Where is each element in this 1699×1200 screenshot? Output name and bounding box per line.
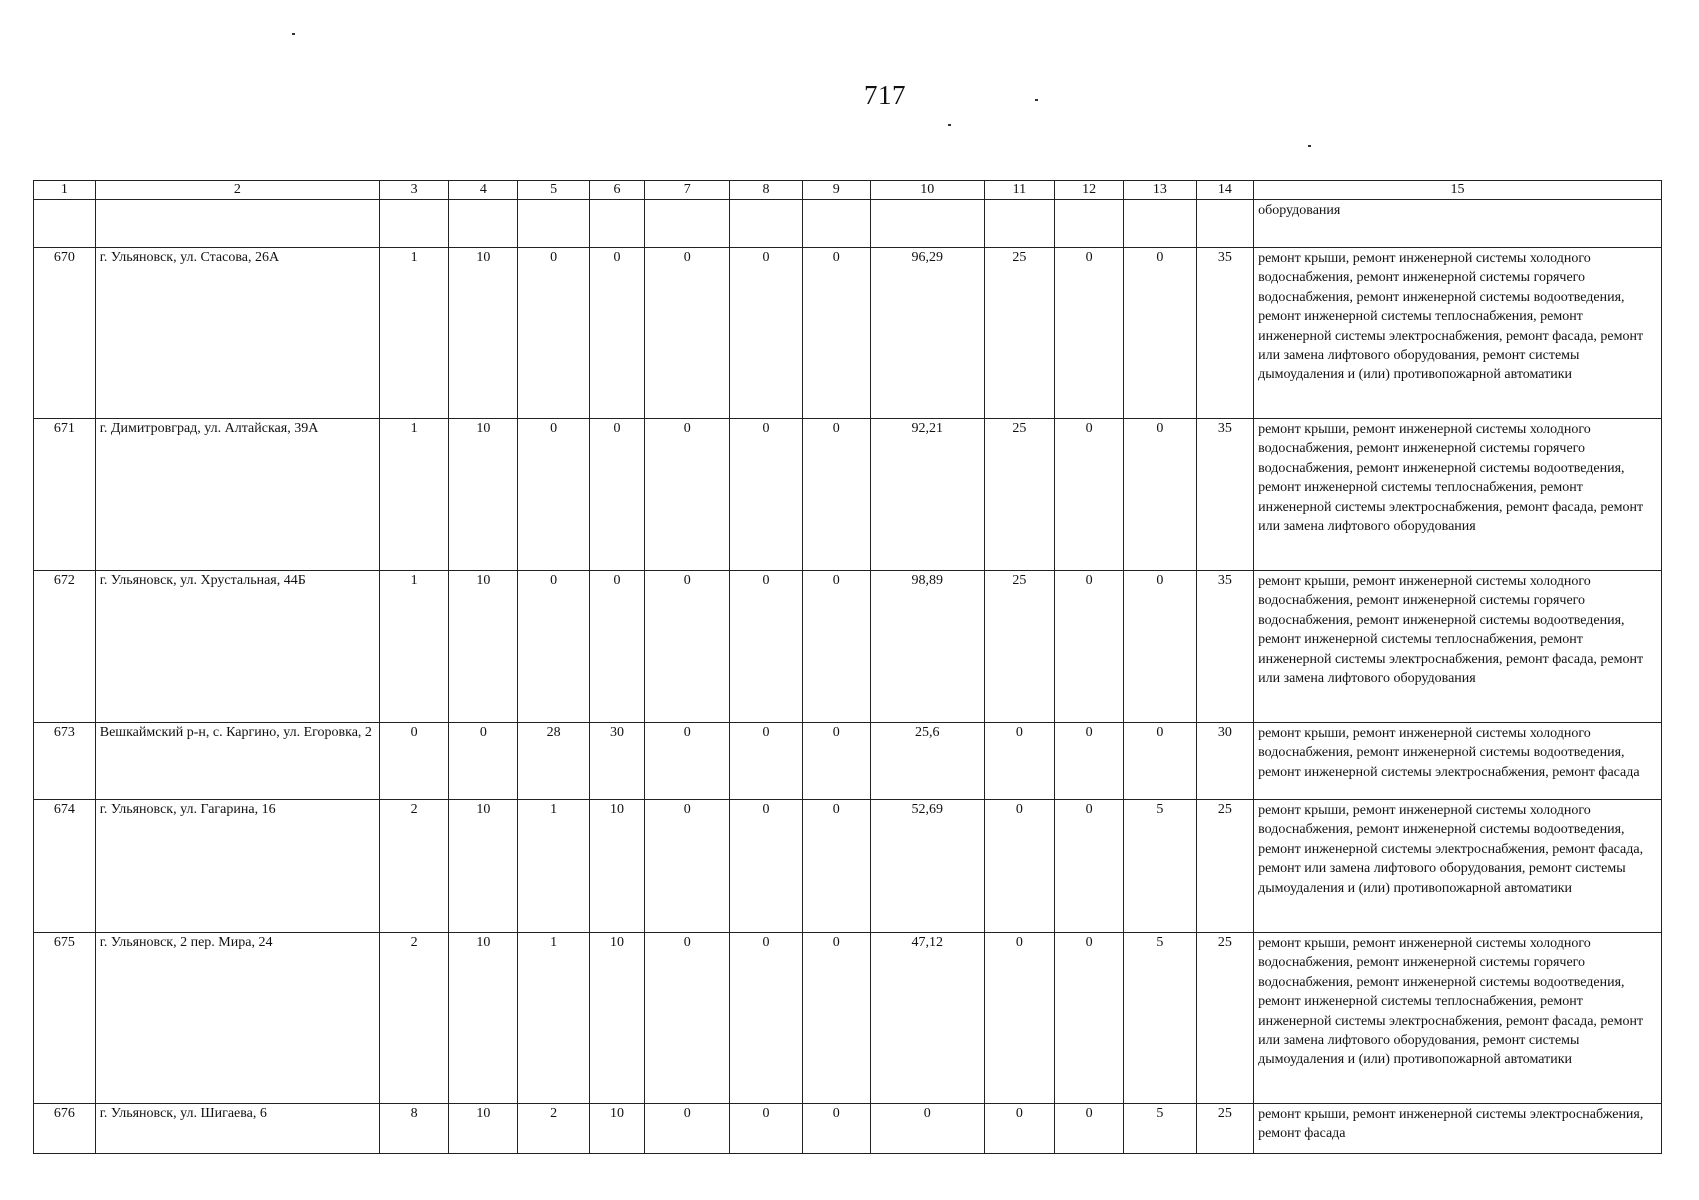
table-cell xyxy=(95,200,379,248)
works-cell: ремонт крыши, ремонт инженерной системы электроснабжения, ремонт фасада xyxy=(1254,1104,1662,1154)
column-header: 7 xyxy=(645,181,730,200)
value-cell: 10 xyxy=(449,1104,518,1154)
value-cell: 2 xyxy=(380,800,449,933)
address-cell: г. Ульяновск, ул. Хрустальная, 44Б xyxy=(95,571,379,723)
value-cell: 0 xyxy=(1055,248,1124,419)
column-header: 9 xyxy=(802,181,870,200)
value-cell: 0 xyxy=(518,248,589,419)
value-cell: 0 xyxy=(1055,723,1124,800)
row-number: 670 xyxy=(34,248,96,419)
value-cell: 25 xyxy=(1196,800,1253,933)
value-cell: 0 xyxy=(645,571,730,723)
table-row xyxy=(34,723,1662,800)
row-number: 672 xyxy=(34,571,96,723)
value-cell: 2 xyxy=(518,1104,589,1154)
column-header: 10 xyxy=(870,181,984,200)
value-cell: 0 xyxy=(802,571,870,723)
value-cell: 0 xyxy=(730,571,802,723)
value-cell: 0 xyxy=(1055,933,1124,1104)
value-cell: 0 xyxy=(1055,419,1124,571)
scan-speck xyxy=(1035,99,1038,101)
value-cell: 25 xyxy=(1196,933,1253,1104)
table-row xyxy=(34,1104,1662,1154)
table-cell xyxy=(870,200,984,248)
column-header: 1 xyxy=(34,181,96,200)
table-cell xyxy=(984,200,1054,248)
value-cell: 0 xyxy=(1124,419,1196,571)
value-cell: 98,89 xyxy=(870,571,984,723)
column-header: 15 xyxy=(1254,181,1662,200)
works-cell: ремонт крыши, ремонт инженерной системы холодного водоснабжения, ремонт инженерной системы горячего водоснабжения, ремонт инженерной системы водоотведения, ремонт инженерной системы теплоснабжения, ремонт инженерной системы электроснабжения, ремонт фасада, ремонт или замена лифтового оборудования xyxy=(1254,419,1662,571)
value-cell: 96,29 xyxy=(870,248,984,419)
value-cell: 0 xyxy=(802,933,870,1104)
value-cell: 5 xyxy=(1124,1104,1196,1154)
column-header: 4 xyxy=(449,181,518,200)
scan-speck xyxy=(1308,145,1311,147)
works-cell: ремонт крыши, ремонт инженерной системы холодного водоснабжения, ремонт инженерной системы горячего водоснабжения, ремонт инженерной системы водоотведения, ремонт инженерной системы теплоснабжения, ремонт инженерной системы электроснабжения, ремонт фасада, ремонт или замена лифтового оборудования, ремонт системы дымоудаления и (или) противопожарной автоматики xyxy=(1254,248,1662,419)
row-number: 673 xyxy=(34,723,96,800)
value-cell: 0 xyxy=(1124,248,1196,419)
works-cell: ремонт крыши, ремонт инженерной системы холодного водоснабжения, ремонт инженерной системы горячего водоснабжения, ремонт инженерной системы водоотведения, ремонт инженерной системы теплоснабжения, ремонт инженерной системы электроснабжения, ремонт фасада, ремонт или замена лифтового оборудования, ремонт системы дымоудаления и (или) противопожарной автоматики xyxy=(1254,933,1662,1104)
address-cell: г. Ульяновск, ул. Стасова, 26А xyxy=(95,248,379,419)
value-cell: 0 xyxy=(730,248,802,419)
value-cell: 0 xyxy=(730,419,802,571)
value-cell: 10 xyxy=(449,933,518,1104)
value-cell: 8 xyxy=(380,1104,449,1154)
value-cell: 1 xyxy=(518,800,589,933)
table-row xyxy=(34,571,1662,723)
value-cell: 0 xyxy=(1055,1104,1124,1154)
table-cell xyxy=(34,200,96,248)
address-cell: г. Ульяновск, 2 пер. Мира, 24 xyxy=(95,933,379,1104)
value-cell: 1 xyxy=(518,933,589,1104)
column-header: 13 xyxy=(1124,181,1196,200)
value-cell: 0 xyxy=(1124,723,1196,800)
value-cell: 0 xyxy=(802,419,870,571)
value-cell: 0 xyxy=(984,800,1054,933)
value-cell: 0 xyxy=(449,723,518,800)
value-cell: 10 xyxy=(589,933,644,1104)
value-cell: 25 xyxy=(984,419,1054,571)
column-header: 11 xyxy=(984,181,1054,200)
value-cell: 25,6 xyxy=(870,723,984,800)
value-cell: 30 xyxy=(1196,723,1253,800)
value-cell: 0 xyxy=(589,571,644,723)
value-cell: 0 xyxy=(730,1104,802,1154)
table-cell xyxy=(1196,200,1253,248)
works-cell: ремонт крыши, ремонт инженерной системы холодного водоснабжения, ремонт инженерной системы водоотведения, ремонт инженерной системы электроснабжения, ремонт фасада, ремонт или замена лифтового оборудования, ремонт системы дымоудаления и (или) противопожарной автоматики xyxy=(1254,800,1662,933)
table-cell xyxy=(1124,200,1196,248)
value-cell: 35 xyxy=(1196,419,1253,571)
repair-register-table xyxy=(33,180,1662,1154)
value-cell: 0 xyxy=(518,419,589,571)
continuation-row xyxy=(34,200,1662,248)
row-number: 674 xyxy=(34,800,96,933)
table-cell xyxy=(380,200,449,248)
table-row xyxy=(34,248,1662,419)
value-cell: 0 xyxy=(730,800,802,933)
address-cell: Вешкаймский р-н, с. Каргино, ул. Егоровка, 2 xyxy=(95,723,379,800)
works-cell: ремонт крыши, ремонт инженерной системы холодного водоснабжения, ремонт инженерной системы горячего водоснабжения, ремонт инженерной системы водоотведения, ремонт инженерной системы теплоснабжения, ремонт инженерной системы электроснабжения, ремонт фасада, ремонт или замена лифтового оборудования xyxy=(1254,571,1662,723)
value-cell: 10 xyxy=(449,248,518,419)
works-cell: ремонт крыши, ремонт инженерной системы холодного водоснабжения, ремонт инженерной системы водоотведения, ремонт инженерной системы электроснабжения, ремонт фасада xyxy=(1254,723,1662,800)
value-cell: 1 xyxy=(380,248,449,419)
value-cell: 30 xyxy=(589,723,644,800)
value-cell: 1 xyxy=(380,419,449,571)
scan-speck xyxy=(948,124,951,126)
value-cell: 0 xyxy=(802,723,870,800)
value-cell: 0 xyxy=(645,933,730,1104)
table-row xyxy=(34,933,1662,1104)
value-cell: 0 xyxy=(802,800,870,933)
value-cell: 0 xyxy=(518,571,589,723)
value-cell: 10 xyxy=(449,571,518,723)
table-cell xyxy=(518,200,589,248)
address-cell: г. Ульяновск, ул. Шигаева, 6 xyxy=(95,1104,379,1154)
value-cell: 10 xyxy=(449,419,518,571)
page-number: 717 xyxy=(864,80,906,110)
value-cell: 10 xyxy=(449,800,518,933)
value-cell: 35 xyxy=(1196,248,1253,419)
column-header: 14 xyxy=(1196,181,1253,200)
address-cell: г. Димитровград, ул. Алтайская, 39А xyxy=(95,419,379,571)
table-row xyxy=(34,800,1662,933)
works-cell: оборудования xyxy=(1254,200,1662,248)
value-cell: 25 xyxy=(984,248,1054,419)
row-number: 676 xyxy=(34,1104,96,1154)
value-cell: 0 xyxy=(380,723,449,800)
value-cell: 47,12 xyxy=(870,933,984,1104)
value-cell: 0 xyxy=(1055,571,1124,723)
column-header: 6 xyxy=(589,181,644,200)
value-cell: 0 xyxy=(1055,800,1124,933)
table-cell xyxy=(1055,200,1124,248)
table-cell xyxy=(730,200,802,248)
column-header: 2 xyxy=(95,181,379,200)
value-cell: 0 xyxy=(802,1104,870,1154)
column-header: 3 xyxy=(380,181,449,200)
table-cell xyxy=(449,200,518,248)
column-header: 12 xyxy=(1055,181,1124,200)
value-cell: 10 xyxy=(589,800,644,933)
row-number: 675 xyxy=(34,933,96,1104)
column-number-row xyxy=(34,181,1662,200)
value-cell: 25 xyxy=(984,571,1054,723)
value-cell: 5 xyxy=(1124,933,1196,1104)
value-cell: 0 xyxy=(589,419,644,571)
value-cell: 0 xyxy=(870,1104,984,1154)
value-cell: 10 xyxy=(589,1104,644,1154)
scan-speck xyxy=(292,33,295,35)
value-cell: 35 xyxy=(1196,571,1253,723)
table-cell xyxy=(802,200,870,248)
value-cell: 0 xyxy=(645,800,730,933)
table-cell xyxy=(589,200,644,248)
value-cell: 0 xyxy=(984,723,1054,800)
value-cell: 1 xyxy=(380,571,449,723)
value-cell: 92,21 xyxy=(870,419,984,571)
value-cell: 0 xyxy=(730,933,802,1104)
value-cell: 2 xyxy=(380,933,449,1104)
value-cell: 0 xyxy=(802,248,870,419)
row-number: 671 xyxy=(34,419,96,571)
table-row xyxy=(34,419,1662,571)
value-cell: 0 xyxy=(1124,571,1196,723)
value-cell: 0 xyxy=(645,1104,730,1154)
value-cell: 0 xyxy=(984,933,1054,1104)
value-cell: 0 xyxy=(645,248,730,419)
address-cell: г. Ульяновск, ул. Гагарина, 16 xyxy=(95,800,379,933)
value-cell: 0 xyxy=(730,723,802,800)
value-cell: 25 xyxy=(1196,1104,1253,1154)
value-cell: 5 xyxy=(1124,800,1196,933)
value-cell: 0 xyxy=(589,248,644,419)
value-cell: 0 xyxy=(984,1104,1054,1154)
table-cell xyxy=(645,200,730,248)
value-cell: 0 xyxy=(645,723,730,800)
value-cell: 28 xyxy=(518,723,589,800)
value-cell: 52,69 xyxy=(870,800,984,933)
value-cell: 0 xyxy=(645,419,730,571)
column-header: 5 xyxy=(518,181,589,200)
column-header: 8 xyxy=(730,181,802,200)
